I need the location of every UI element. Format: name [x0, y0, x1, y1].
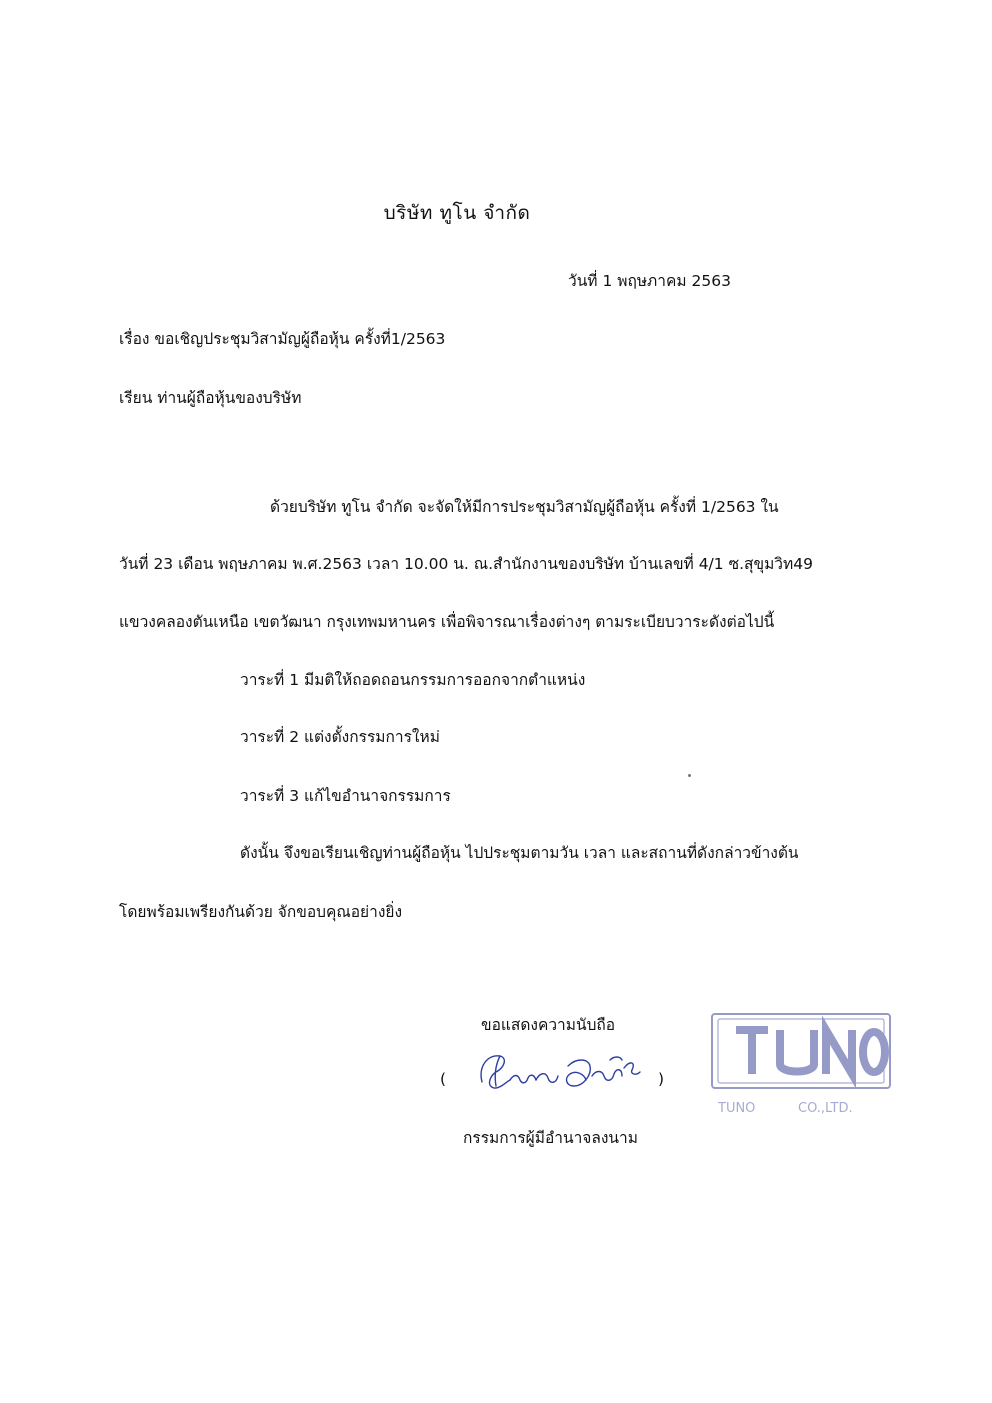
svg-text:TUNO: TUNO	[718, 1101, 756, 1116]
letter-date: วันที่ 1 พฤษภาคม 2563	[568, 272, 731, 290]
body-line-2: วันที่ 23 เดือน พฤษภาคม พ.ศ.2563 เวลา 10.00 น. ณ.สำนักงานของบริษัท บ้านเลขที่ 4/1 ซ.สุขุมวิท49	[119, 555, 813, 573]
company-name: บริษัท ทูโน จำกัด	[383, 202, 531, 224]
company-seal-stamp	[704, 1008, 900, 1120]
stray-ink-dot	[688, 774, 691, 777]
paren-open: (	[440, 1070, 447, 1088]
body-line-3: แขวงคลองตันเหนือ เขตวัฒนา กรุงเทพมหานคร เพื่อพิจารณาเรื่องต่างๆ ตามระเบียบวาระดังต่อไปนี้	[119, 613, 775, 631]
paren-close: )	[658, 1070, 665, 1088]
handwritten-signature	[460, 1046, 650, 1098]
agenda-item-3: วาระที่ 3 แก้ไขอำนาจกรรมการ	[240, 787, 451, 805]
agenda-item-2: วาระที่ 2 แต่งตั้งกรรมการใหม่	[240, 728, 440, 746]
signer-role: กรรมการผู้มีอำนาจลงนาม	[463, 1129, 638, 1147]
svg-text:CO.,LTD.: CO.,LTD.	[798, 1101, 853, 1116]
agenda-item-1: วาระที่ 1 มีมติให้ถอดถอนกรรมการออกจากตำแหน่ง	[240, 671, 586, 689]
regards-text: ขอแสดงความนับถือ	[481, 1016, 616, 1034]
signature-line	[440, 1060, 670, 1100]
closing-line-2: โดยพร้อมเพรียงกันด้วย จักขอบคุณอย่างยิ่ง	[119, 903, 403, 921]
letter-subject: เรื่อง ขอเชิญประชุมวิสามัญผู้ถือหุ้น ครั้งที่1/2563	[119, 330, 446, 348]
letter-recipient: เรียน ท่านผู้ถือหุ้นของบริษัท	[119, 389, 302, 407]
body-line-1: ด้วยบริษัท ทูโน จำกัด จะจัดให้มีการประชุมวิสามัญผู้ถือหุ้น ครั้งที่ 1/2563 ใน	[270, 498, 779, 516]
closing-line-1: ดังนั้น จึงขอเรียนเชิญท่านผู้ถือหุ้น ไปประชุมตามวัน เวลา และสถานที่ดังกล่าวข้างต้น	[240, 844, 799, 862]
